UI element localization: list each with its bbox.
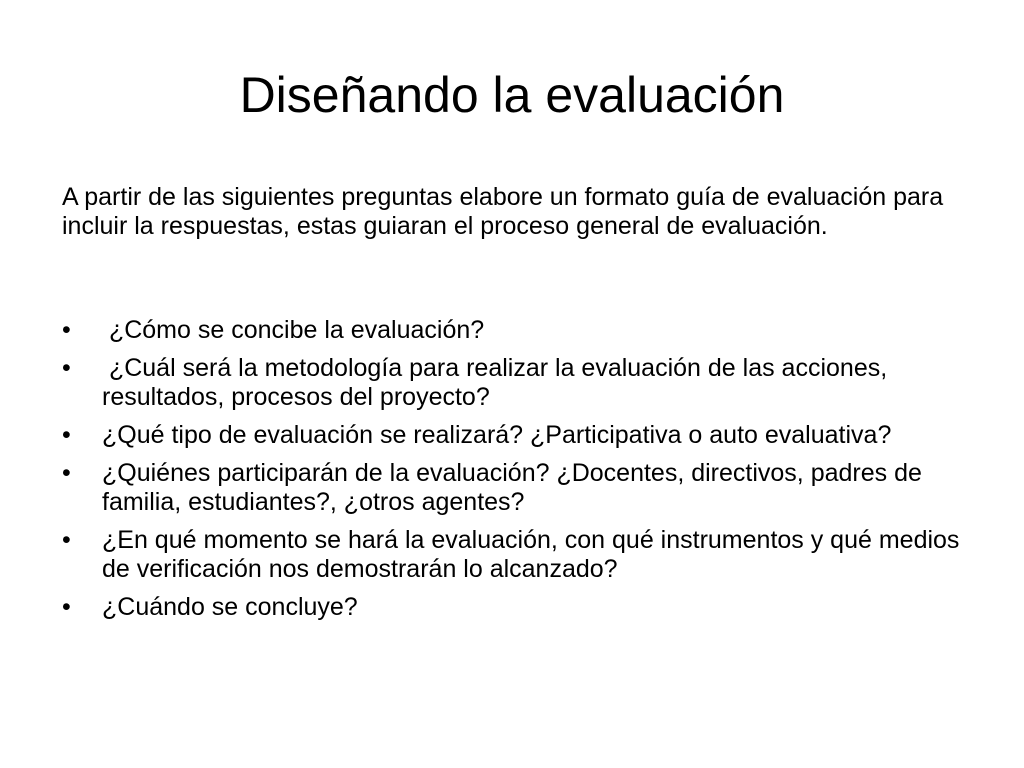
- list-item: [62, 526, 962, 584]
- list-item: [62, 421, 962, 450]
- question-text: ¿Cuándo se concluye?: [102, 593, 358, 621]
- list-item: [62, 459, 962, 517]
- list-item: [62, 316, 962, 345]
- list-item: [62, 593, 962, 622]
- question-text: ¿Cómo se concibe la evaluación?: [102, 316, 485, 344]
- intro-paragraph: A partir de las siguientes preguntas elabore un formato guía de evaluación para incluir la respuestas, estas guiaran el proceso general de evaluación.: [62, 183, 944, 240]
- slide-title: Diseñando la evaluación: [239, 67, 785, 123]
- bullet-icon: •: [62, 354, 71, 382]
- bullet-icon: •: [62, 316, 71, 344]
- bullet-icon: •: [62, 526, 71, 554]
- question-text: ¿Cuál será la metodología para realizar la evaluación de las acciones, resultados, procesos del proyecto?: [102, 354, 895, 411]
- question-list: [62, 316, 962, 631]
- question-text: ¿Quiénes participarán de la evaluación? ¿Docentes, directivos, padres de familia, estudiantes?, ¿otros agentes?: [102, 459, 922, 516]
- bullet-icon: •: [62, 593, 71, 621]
- question-text: ¿En qué momento se hará la evaluación, con qué instrumentos y qué medios de verificación nos demostrarán lo alcanzado?: [102, 526, 960, 583]
- question-text: ¿Qué tipo de evaluación se realizará? ¿Participativa o auto evaluativa?: [102, 421, 892, 449]
- list-item: [62, 354, 962, 412]
- bullet-icon: •: [62, 421, 71, 449]
- bullet-icon: •: [62, 459, 71, 487]
